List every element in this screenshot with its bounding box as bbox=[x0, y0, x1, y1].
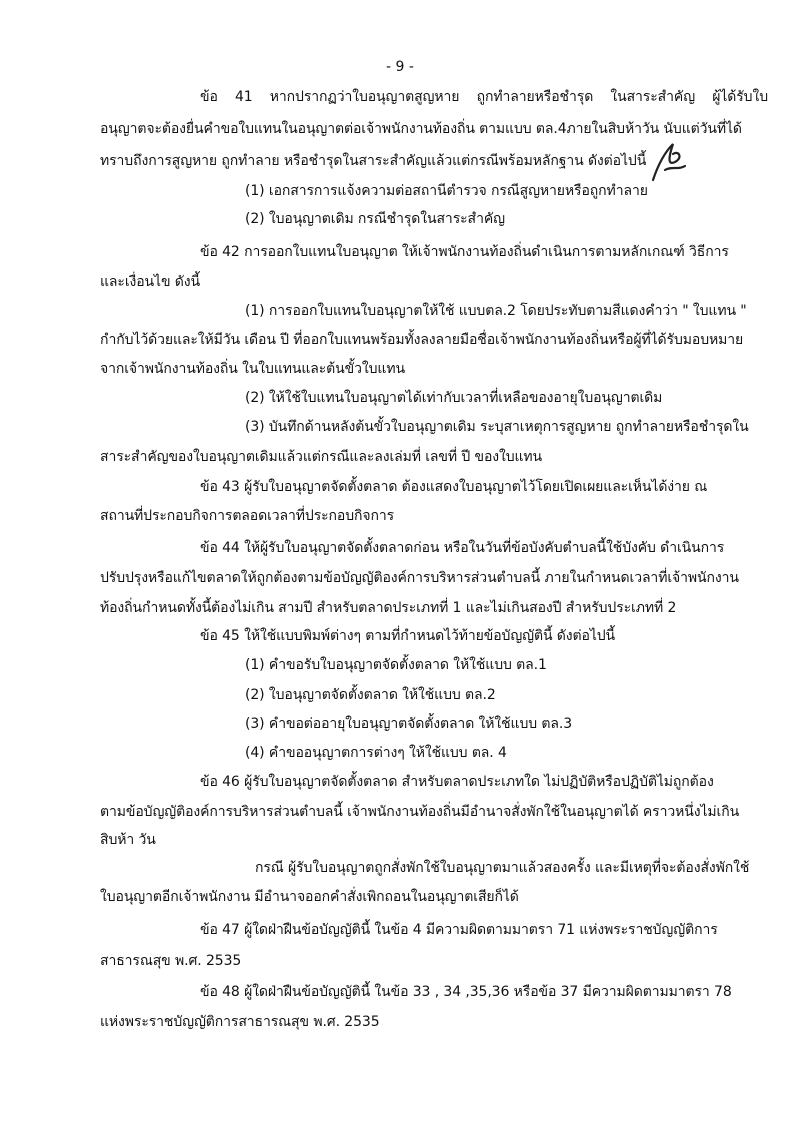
clause-45-item-1: (1) คำขอรับใบอนุญาตจัดตั้งตลาด ให้ใช้แบบ ตล.1 bbox=[245, 657, 547, 673]
clause-42-line-2: และเงื่อนไข ดังนี้ bbox=[100, 274, 200, 290]
clause-42-line-1: ข้อ 42 การออกใบแทนใบอนุญาต ให้เจ้าพนักงานท้องถิ่นดำเนินการตามหลักเกณฑ์ วิธีการ bbox=[200, 244, 729, 260]
text-segment: ถูกทำลายหรือชำรุด bbox=[476, 89, 594, 105]
clause-47-line-1: ข้อ 47 ผู้ใดฝ่าฝืนข้อบัญญัตินี้ ในข้อ 4 มีความผิดตามมาตรา 71 แห่งพระราชบัญญัติการ bbox=[200, 922, 718, 938]
clause-42-item-3-line-2: สาระสำคัญของใบอนุญาตเดิมแล้วแต่กรณีและลงเล่มที่ เลขที่ ปี ของใบแทน bbox=[100, 449, 543, 465]
clause-46-line-1: ข้อ 46 ผู้รับใบอนุญาตจัดตั้งตลาด สำหรับตลาดประเภทใด ไม่ปฏิบัติหรือปฏิบัติไม่ถูกต้อง bbox=[200, 774, 714, 790]
clause-47-line-2: สาธารณสุข พ.ศ. 2535 bbox=[100, 953, 242, 969]
clause-43-line-1: ข้อ 43 ผู้รับใบอนุญาตจัดตั้งตลาด ต้องแสดงใบอนุญาตไว้โดยเปิดเผยและเห็นได้ง่าย ณ bbox=[200, 479, 708, 495]
clause-42-item-1-line-3: จากเจ้าพนักงานท้องถิ่น ในใบแทนและต้นขั้วใบแทน bbox=[100, 361, 405, 377]
clause-45-item-2: (2) ใบอนุญาตจัดตั้งตลาด ให้ใช้แบบ ตล.2 bbox=[245, 687, 496, 703]
clause-41-line-3: ทราบถึงการสูญหาย ถูกทำลาย หรือชำรุดในสาระสำคัญแล้วแต่กรณีพร้อมหลักฐาน ดังต่อไปนี้ bbox=[100, 153, 647, 169]
text-segment: หากปรากฏว่าใบอนุญาตสูญหาย bbox=[269, 89, 460, 105]
clause-46-case-line-1: กรณี ผู้รับใบอนุญาตถูกสั่งพักใช้ใบอนุญาตมาแล้วสองครั้ง และมีเหตุที่จะต้องสั่งพักใช้ bbox=[255, 860, 750, 876]
text-segment: ในสาระสำคัญ bbox=[610, 89, 696, 105]
clause-42-item-2: (2) ให้ใช้ใบแทนใบอนุญาตได้เท่ากับเวลาที่เหลือของอายุใบอนุญาตเดิม bbox=[245, 390, 663, 406]
clause-46-line-2: ตามข้อบัญญัติองค์การบริหารส่วนตำบลนี้ เจ้าพนักงานท้องถิ่นมีอำนาจสั่งพักใช้ในอนุญาตได้ คราวหนึ่งไม่เกิน bbox=[100, 804, 740, 820]
clause-46-line-3: สิบห้า วัน bbox=[100, 832, 156, 848]
clause-41-line-1 bbox=[200, 88, 768, 106]
clause-label: ข้อ bbox=[200, 89, 218, 105]
clause-42-item-1-line-2: กำกับไว้ด้วยและให้มีวัน เดือน ปี ที่ออกใบแทนพร้อมทั้งลงลายมือชื่อเจ้าพนักงานท้องถิ่นหรือผู้ที่ได้รับมอบหมาย bbox=[100, 332, 744, 348]
clause-44-line-2: ปรับปรุงหรือแก้ไขตลาดให้ถูกต้องตามข้อบัญญัติองค์การบริหารส่วนตำบลนี้ ภายในกำหนดเวลาที่เจ้าพนักงาน bbox=[100, 570, 739, 586]
clause-45-line-1: ข้อ 45 ให้ใช้แบบพิมพ์ต่างๆ ตามที่กำหนดไว้ท้ายข้อบัญญัตินี้ ดังต่อไปนี้ bbox=[200, 628, 616, 644]
handwritten-signature bbox=[643, 140, 693, 185]
clause-45-item-3: (3) คำขอต่ออายุใบอนุญาตจัดตั้งตลาด ให้ใช้แบบ ตล.3 bbox=[245, 716, 573, 732]
clause-42-item-1-line-1: (1) การออกใบแทนใบอนุญาตให้ใช้ แบบตล.2 โดยประทับตามสีแดงคำว่า " ใบแทน " bbox=[245, 303, 747, 319]
page-number: - 9 - bbox=[386, 59, 414, 75]
clause-43-line-2: สถานที่ประกอบกิจการตลอดเวลาที่ประกอบกิจการ bbox=[100, 508, 395, 524]
clause-42-item-3-line-1: (3) บันทึกด้านหลังต้นขั้วใบอนุญาตเดิม ระบุสาเหตุการสูญหาย ถูกทำลายหรือชำรุดใน bbox=[245, 419, 749, 435]
clause-41-item-1: (1) เอกสารการแจ้งความต่อสถานีตำรวจ กรณีสูญหายหรือถูกทำลาย bbox=[245, 183, 648, 199]
clause-44-line-1: ข้อ 44 ให้ผู้รับใบอนุญาตจัดตั้งตลาดก่อน หรือในวันที่ข้อบังคับตำบลนี้ใช้บังคับ ดำเนินการ bbox=[200, 540, 725, 556]
clause-number: 41 bbox=[234, 89, 253, 105]
text-segment: ผู้ได้รับใบ bbox=[712, 89, 768, 105]
clause-41-line-2: อนุญาตจะต้องยื่นคำขอใบแทนในอนุญาตต่อเจ้าพนักงานท้องถิ่น ตามแบบ ตล.4ภายในสิบห้าวัน นับแต่วันที่ได้ bbox=[100, 121, 742, 137]
clause-41-item-2: (2) ใบอนุญาตเดิม กรณีชำรุดในสาระสำคัญ bbox=[245, 211, 505, 227]
clause-46-case-line-2: ใบอนุญาตอีกเจ้าพนักงาน มีอำนาจออกคำสั่งเพิกถอนในอนุญาตเสียก็ได้ bbox=[100, 889, 519, 905]
clause-48-line-1: ข้อ 48 ผู้ใดฝ่าฝืนข้อบัญญัตินี้ ในข้อ 33 , 34 ,35,36 หรือข้อ 37 มีความผิดตามมาตรา 78 bbox=[200, 984, 732, 1000]
clause-45-item-4: (4) คำขออนุญาตการต่างๆ ให้ใช้แบบ ตล. 4 bbox=[245, 745, 507, 761]
clause-44-line-3: ท้องถิ่นกำหนดทั้งนี้ต้องไม่เกิน สามปี สำหรับตลาดประเภทที่ 1 และไม่เกินสองปี สำหรับประเภทที่ 2 bbox=[100, 600, 677, 616]
clause-48-line-2: แห่งพระราชบัญญัติการสาธารณสุข พ.ศ. 2535 bbox=[100, 1014, 380, 1030]
